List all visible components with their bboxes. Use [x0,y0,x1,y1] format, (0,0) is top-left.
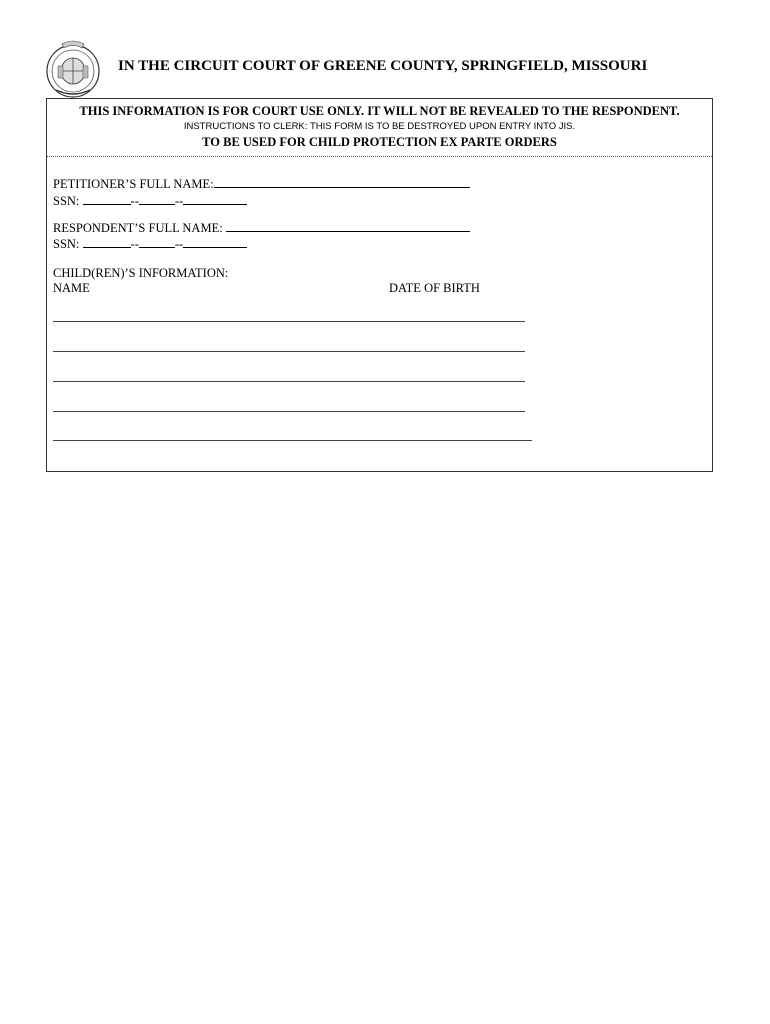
form-box [46,98,713,472]
petitioner-name-row [53,177,470,192]
child-row-3-line[interactable] [53,381,525,382]
clerk-instructions: INSTRUCTIONS TO CLERK: THIS FORM IS TO BE DESTROYED UPON ENTRY INTO JIS. [183,121,576,132]
confidential-notice: THIS INFORMATION IS FOR COURT USE ONLY. IT WILL NOT BE REVEALED TO THE RESPONDENT. [79,104,680,118]
ssn-separator: -- [174,194,184,208]
petitioner-ssn-label: SSN: [53,194,80,208]
respondent-ssn-part2[interactable] [139,237,175,248]
petitioner-ssn-part2[interactable] [139,194,175,205]
court-title: IN THE CIRCUIT COURT OF GREENE COUNTY, SPRINGFIELD, MISSOURI [118,58,648,74]
child-row-4-line[interactable] [53,411,525,412]
section-divider [47,156,712,157]
child-row-1-line[interactable] [53,321,525,322]
respondent-name-label: RESPONDENT’S FULL NAME: [53,221,223,235]
respondent-ssn-row [53,237,247,252]
missouri-state-seal-icon [44,38,102,100]
ssn-separator: -- [174,237,184,251]
respondent-ssn-label: SSN: [53,237,80,251]
petitioner-ssn-part1[interactable] [83,194,131,205]
respondent-ssn-part1[interactable] [83,237,131,248]
respondent-name-field[interactable] [226,221,470,232]
child-name-header: NAME [53,281,90,295]
respondent-ssn-part3[interactable] [183,237,247,248]
respondent-name-row [53,221,470,236]
petitioner-name-field[interactable] [214,177,470,188]
ssn-separator: -- [130,194,139,208]
petitioner-name-label: PETITIONER’S FULL NAME: [53,177,214,191]
ssn-separator: -- [130,237,139,251]
child-row-5-line[interactable] [53,440,532,441]
petitioner-ssn-row [53,194,247,209]
child-dob-header: DATE OF BIRTH [389,281,480,295]
children-section-label: CHILD(REN)’S INFORMATION: [53,266,229,280]
form-purpose: TO BE USED FOR CHILD PROTECTION EX PARTE ORDERS [202,135,557,149]
petitioner-ssn-part3[interactable] [183,194,247,205]
child-row-2-line[interactable] [53,351,525,352]
